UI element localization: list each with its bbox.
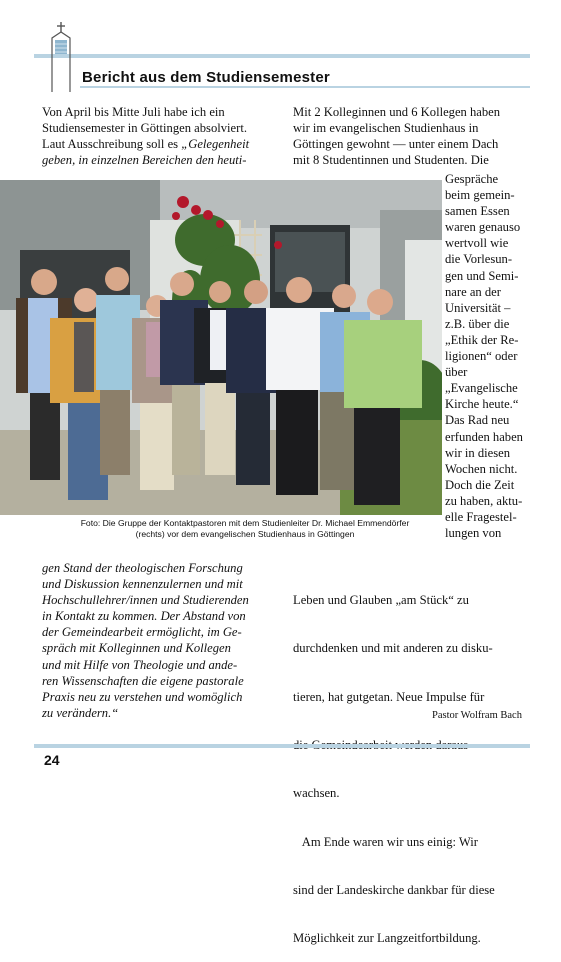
text-line: in Kontakt zu kommen. Der Abstand von	[42, 609, 246, 624]
text-line: Leben und Glauben „am Stück“ zu	[293, 593, 469, 608]
text-column-narrow	[445, 171, 537, 541]
text-column-right-top	[293, 104, 538, 168]
text-line: geben, in einzelnen Bereichen den heuti-	[42, 153, 247, 168]
text-line: Studiensemester in Göttingen absolviert.	[42, 121, 247, 136]
text-span: Laut Ausschreibung soll es	[42, 137, 182, 152]
photo-caption	[50, 518, 440, 540]
text-line: gen Stand der theologischen Forschung	[42, 561, 243, 575]
text-line: tieren, hat gutgetan. Neue Impulse für	[293, 689, 485, 704]
footer-rule	[34, 744, 530, 748]
text-line: Doch die Zeit	[445, 477, 515, 492]
text-line: „Evangelische	[445, 381, 518, 396]
page-number: 24	[44, 752, 60, 768]
text-line: „Ethik der Re-	[445, 332, 519, 347]
text-line: und Diskussion kennenzulernen und mit	[42, 577, 243, 592]
text-column-right-bottom	[293, 560, 538, 962]
church-logo-icon	[48, 22, 74, 92]
text-line: sind der Landeskirche dankbar für diese	[293, 882, 495, 897]
text-line: waren genauso	[445, 220, 521, 235]
text-line: wir im evangelischen Studienhaus in	[293, 121, 479, 136]
text-line: Universität –	[445, 300, 511, 315]
text-line: elle Fragestel-	[445, 509, 517, 524]
text-line: Praxis neu zu verstehen und womöglich	[42, 689, 243, 704]
text-line: gen und Semi-	[445, 268, 519, 283]
caption-line: Foto: Die Gruppe der Kontaktpastoren mit dem Studienleiter Dr. Michael Emmendörfer	[80, 518, 410, 528]
text-line: Hochschullehrer/innen und Studierenden	[42, 593, 249, 608]
text-line: Das Rad neu	[445, 413, 510, 428]
text-line: wir in diesen	[445, 445, 511, 460]
text-line: Mit 2 Kolleginnen und 6 Kollegen haben	[293, 105, 501, 119]
text-line: durchdenken und mit anderen zu disku-	[293, 641, 493, 656]
text-line: Von April bis Mitte Juli habe ich ein	[42, 105, 225, 119]
caption-line: (rechts) vor dem evangelischen Studienhaus in Göttingen	[135, 529, 355, 539]
text-column-left-bottom	[42, 560, 290, 721]
text-line: zu haben, aktu-	[445, 493, 523, 508]
text-line: Gespräche	[445, 172, 499, 186]
author-signature: Pastor Wolfram Bach	[432, 710, 522, 721]
title-underline	[80, 86, 530, 88]
text-line: ligionen“ oder	[445, 349, 518, 364]
text-line: erfunden haben	[445, 429, 523, 444]
text-line: ren Wissenschaften die eigene pastorale	[42, 673, 244, 688]
text-line: zu verändern.“	[42, 705, 119, 720]
text-line	[42, 136, 287, 152]
text-line: nare an der	[445, 284, 501, 299]
text-line: spräch mit Kolleginnen und Kollegen	[42, 641, 231, 656]
header-rule	[34, 54, 530, 58]
text-line: beim gemein-	[445, 188, 515, 203]
text-span-italic: „Gelegenheit	[181, 137, 250, 152]
text-line: wertvoll wie	[445, 236, 509, 251]
text-line: über	[445, 365, 468, 380]
text-line: der Gemeindearbeit ermöglicht, im Ge-	[42, 625, 242, 640]
text-line: Wochen nicht.	[445, 461, 518, 476]
text-line: z.B. über die	[445, 316, 510, 331]
text-line: Möglichkeit zur Langzeitfortbildung.	[293, 931, 481, 946]
text-line: die Vorlesun-	[445, 252, 513, 267]
page-title: Bericht aus dem Studiensemester	[82, 69, 330, 86]
group-photo	[0, 180, 442, 515]
text-line: samen Essen	[445, 204, 510, 219]
text-line: Kirche heute.“	[445, 397, 519, 412]
text-line: wachsen.	[293, 786, 340, 801]
text-line: lungen von	[445, 526, 502, 541]
text-line: mit 8 Studentinnen und Studenten. Die	[293, 153, 489, 168]
text-line: Am Ende waren wir uns einig: Wir	[293, 834, 478, 849]
text-column-left-top	[42, 104, 287, 168]
text-line: und mit Hilfe von Theologie und ande-	[42, 657, 238, 672]
text-line: Göttingen gewohnt — unter einem Dach	[293, 137, 499, 152]
